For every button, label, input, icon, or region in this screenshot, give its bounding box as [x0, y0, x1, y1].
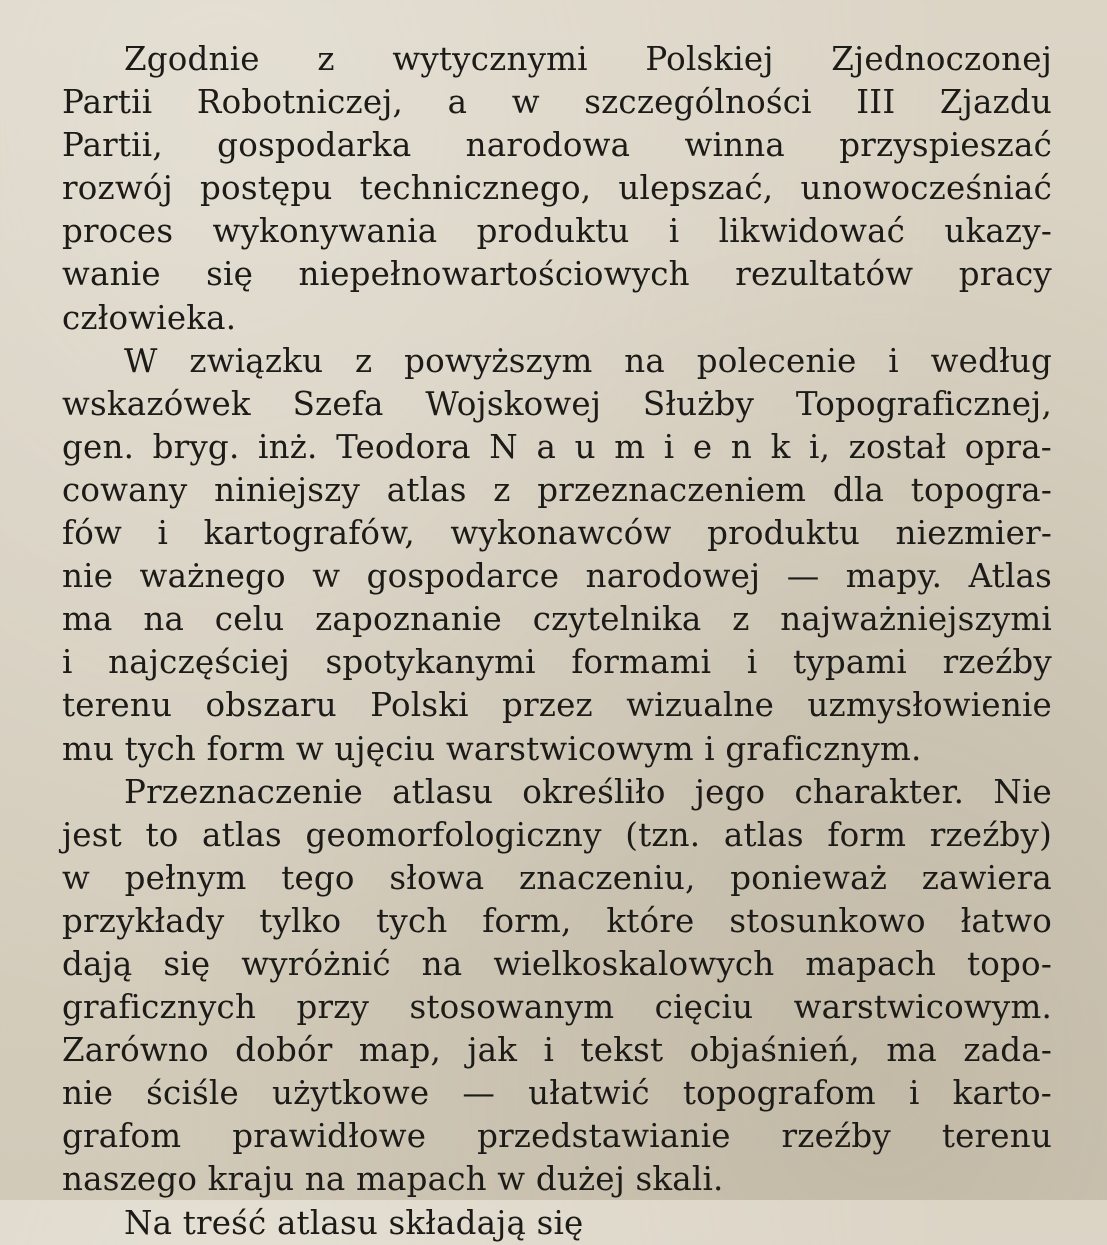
text-line: Zarówno dobór map, jak i tekst objaśnień, ma zada- [62, 1031, 1052, 1070]
body-text [62, 38, 1052, 1242]
text-line: nie ściśle użytkowe — ułatwić topografom i karto- [62, 1074, 1052, 1113]
text-line: w pełnym tego słowa znaczeniu, ponieważ zawiera [62, 858, 1052, 897]
text-line: wanie się niepełnowartościowych rezultatów pracy [62, 255, 1052, 294]
text-line: graficznych przy stosowanym cięciu warstwicowym. [62, 988, 1052, 1027]
text-line: przykłady tylko tych form, które stosunkowo łatwo [62, 901, 1052, 940]
text-line: fów i kartografów, wykonawców produktu niezmier- [62, 514, 1052, 553]
text-line: Na treść atlasu składają się [124, 1203, 584, 1242]
text-line: człowieka. [62, 298, 237, 337]
text-line: Zgodnie z wytycznymi Polskiej Zjednoczonej [124, 40, 1052, 78]
text-line: i najczęściej spotykanymi formami i typami rzeźby [62, 643, 1052, 682]
text-line: dają się wyróżnić na wielkoskalowych mapach topo- [62, 944, 1052, 983]
text-line: Partii, gospodarka narodowa winna przyspieszać [62, 126, 1052, 165]
text-line: Przeznaczenie atlasu określiło jego charakter. Nie [124, 772, 1052, 811]
text-line: Partii Robotniczej, a w szczególności III Zjazdu [62, 83, 1052, 122]
text-line: nie ważnego w gospodarce narodowej — mapy. Atlas [62, 557, 1052, 596]
text-line: gen. bryg. inż. Teodora N a u m i e n k i, został opra- [62, 427, 1052, 466]
text-line: grafom prawidłowe przedstawianie rzeźby terenu [62, 1117, 1052, 1156]
text-line: W związku z powyższym na polecenie i według [124, 341, 1052, 380]
text-line: wskazówek Szefa Wojskowej Służby Topograficznej, [62, 384, 1052, 423]
text-line: proces wykonywania produktu i likwidować ukazy- [62, 212, 1052, 251]
text-line: ma na celu zapoznanie czytelnika z najważniejszymi [62, 600, 1052, 639]
text-line: naszego kraju na mapach w dużej skali. [62, 1160, 724, 1199]
text-line: jest to atlas geomorfologiczny (tzn. atlas form rzeźby) [62, 815, 1052, 854]
text-line: rozwój postępu technicznego, ulepszać, unowocześniać [62, 169, 1052, 208]
text-line: mu tych form w ujęciu warstwicowym i graficznym. [62, 729, 922, 768]
text-line: terenu obszaru Polski przez wizualne uzmysłowienie [62, 686, 1052, 725]
text-line: cowany niniejszy atlas z przeznaczeniem dla topogra- [62, 470, 1052, 509]
